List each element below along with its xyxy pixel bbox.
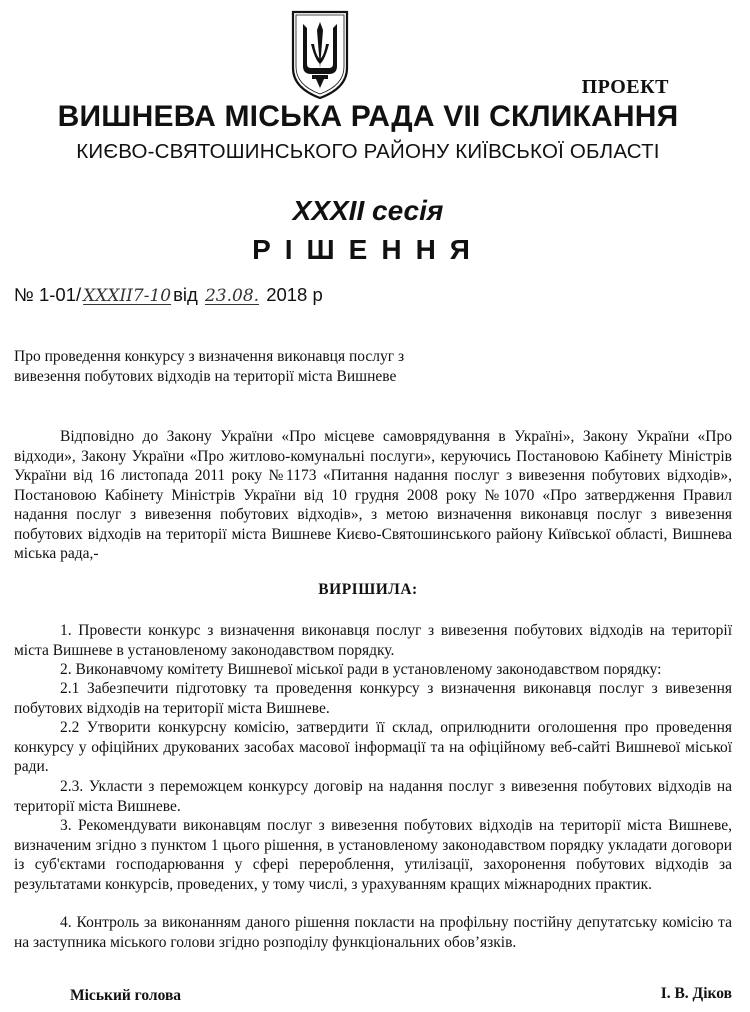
item-3: 3. Рекомендувати виконавцям послуг з вивезення побутових відходів на території міста Вишневе, визначеним згідно з пунктом 1 цього рішення, в установленому законодавством порядку укладати договори із суб'єктами господарювання у сфері перероблення, утилізації, захоронення побутових відходів за результатами конкурсів, проведених, у тому числі, з урахуванням кращих міжнародних практик. [14,817,732,893]
preamble-paragraph: Відповідно до Закону України «Про місцеве самоврядування в Україні», Закону України «Про відходи», Закону України «Про житлово-комунальні послуги», керуючись Постановою Кабінету Міністрів України від 16 листопада 2011 року №1173 «Питання надання послуг з вивезення побутових відходів», Постановою Кабінету Міністрів України від 10 грудня 2008 року №1070 «Про затвердження Правил надання послуг з вивезення побутових відходів», з метою визначення виконавця послуг з вивезення побутових відходів на території міста Вишневе Києво-Святошинського району Київської області, Вишнева міська рада,- [14,428,732,562]
item-2-3: 2.3. Укласти з переможцем конкурсу договір на надання послуг з вивезення побутових відходів на території міста Вишневе. [14,778,732,815]
from-label: від [173,284,198,305]
item-1: 1. Провести конкурс з визначення виконавця послуг з вивезення побутових відходів на території міста Вишневе в установленому законодавством порядку. [14,622,732,659]
number-prefix: № 1-01/ [14,284,82,305]
signature-name: І. В. Діков [660,985,732,1002]
signature-title: Міський голова [70,987,182,1004]
decision-number-line [14,284,323,306]
decision-subject: Про проведення конкурсу з визначення виконавця послуг з вивезення побутових відходів на території міста Вишневе [14,348,405,385]
trident-coat-of-arms-icon [289,8,351,100]
item-2-2: 2.2 Утворити конкурсну комісію, затвердити її склад, оприлюднити оголошення про проведення конкурсу у офіційних друкованих засобах масової інформації та на офіційному веб-сайті Вишневої міської ради. [14,719,732,775]
item-4: 4. Контроль за виконанням даного рішення покласти на профільну постійну депутатську комісію та на заступника міського голови згідно розподілу функціональних обов’язків. [14,914,732,951]
resolved-heading: ВИРІШИЛА: [318,581,418,598]
district-name: КИЄВО-СВЯТОШИНСЬКОГО РАЙОНУ КИЇВСЬКОЇ ОБЛАСТІ [76,140,660,163]
session-title: XXXII сесія [292,195,444,226]
item-2: 2. Виконавчому комітету Вишневої міської ради в установленому законодавством порядку: [60,661,662,678]
item-2-1: 2.1 Забезпечити підготовку та проведення конкурсу з визначення виконавця послуг з вивезення побутових відходів на території міста Вишневе. [14,680,732,717]
document-type-title: РІШЕННЯ [252,234,484,265]
handwritten-number: XXXII7-10 [83,286,172,306]
draft-label: ПРОЕКТ [581,76,669,98]
council-name: ВИШНЕВА МІСЬКА РАДА VII СКЛИКАННЯ [57,100,679,133]
handwritten-date: 23.08. [204,286,260,306]
year: 2018 р [266,284,323,305]
